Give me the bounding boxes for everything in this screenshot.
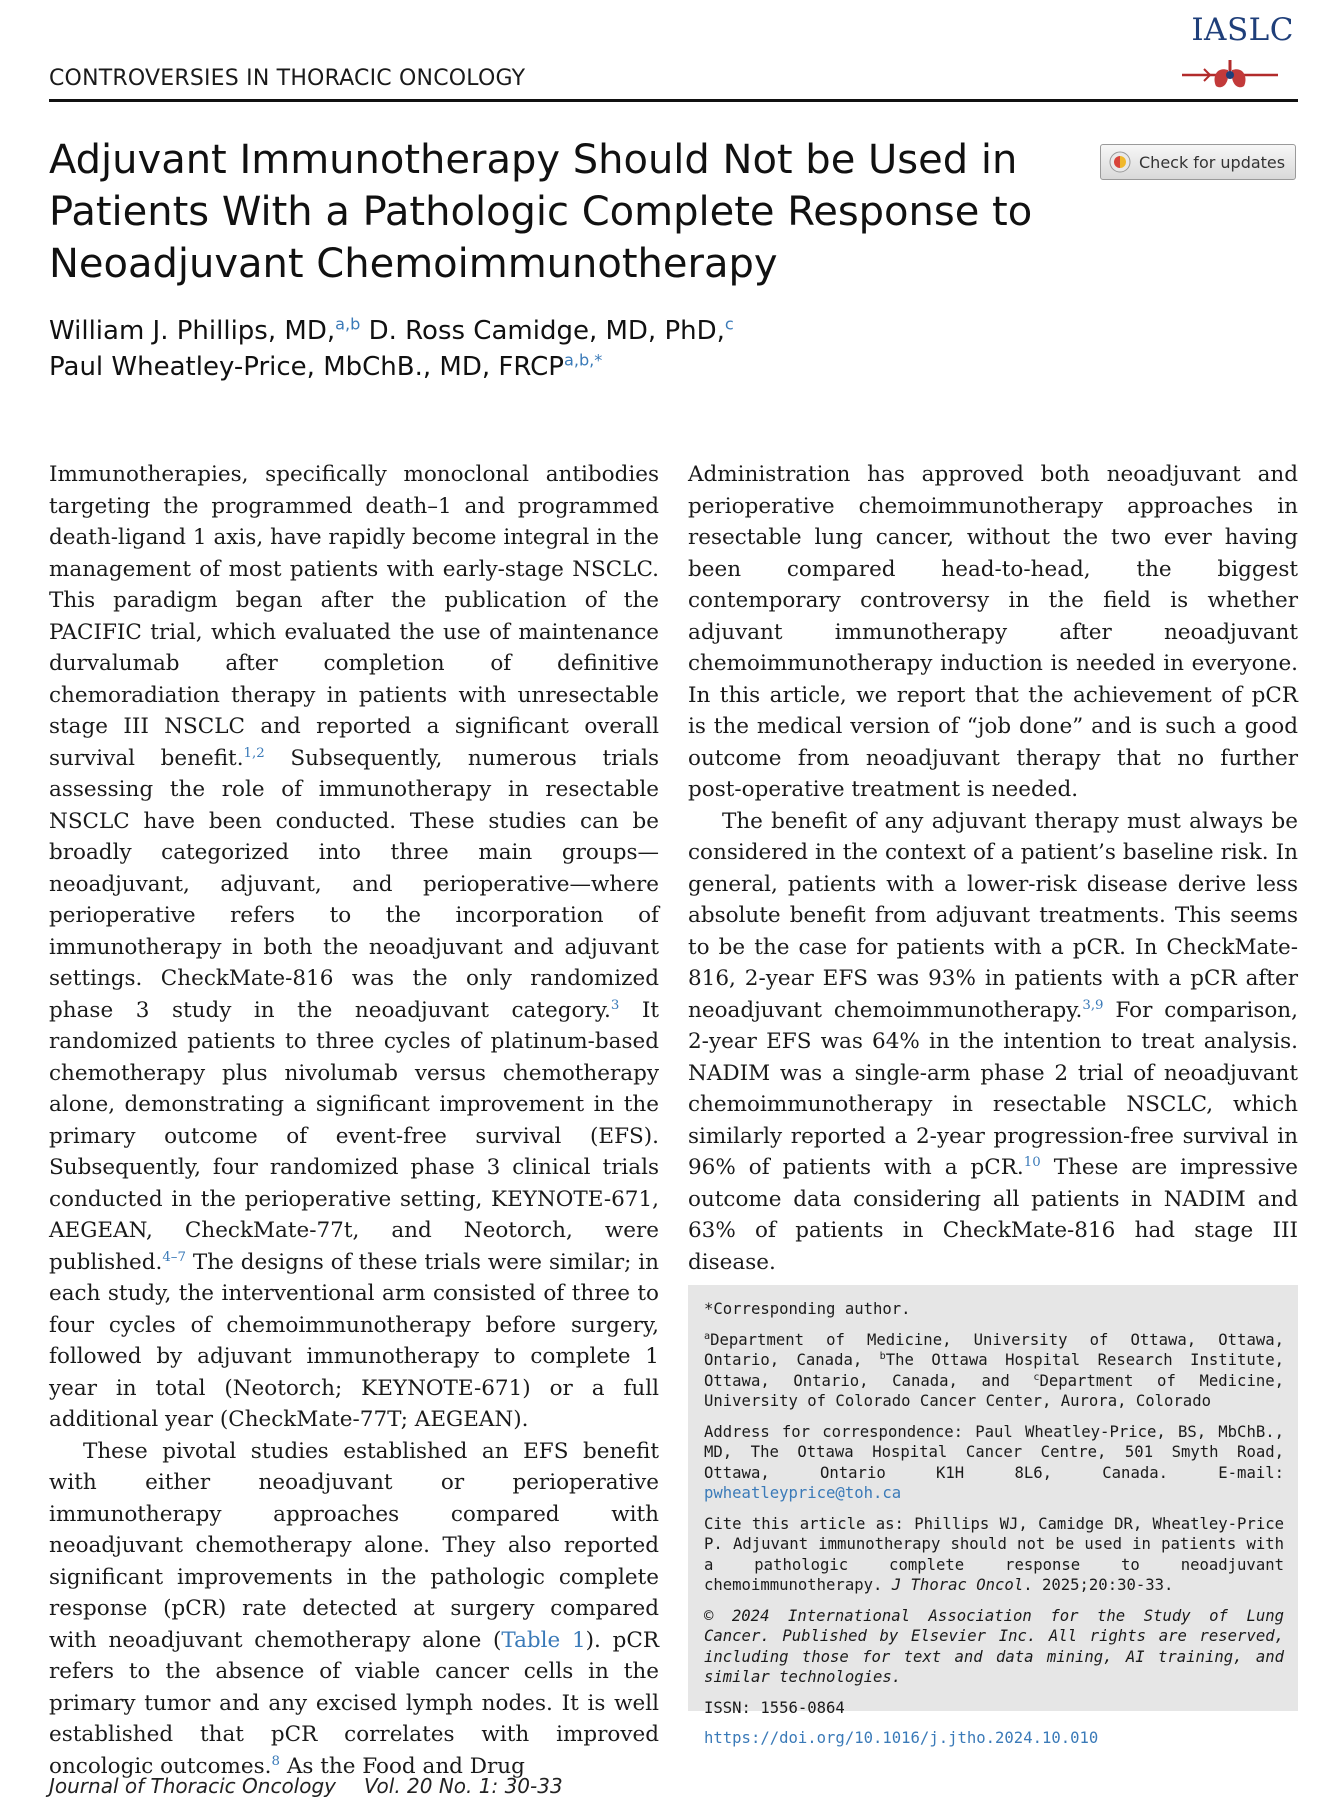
citation-journal: J Thorac Oncol <box>891 1576 1024 1594</box>
author-affiliation: a,b <box>335 314 361 334</box>
citation-link[interactable]: 8 <box>271 1753 280 1769</box>
body-column-left <box>49 459 659 1782</box>
affiliation-text: Department of Medicine, University of Colorado Cancer Center, Aurora, Colorado <box>704 1371 1284 1410</box>
author-name: Paul Wheatley-Price, MbChB., MD, FRCP <box>49 352 564 382</box>
check-updates-icon <box>1109 151 1131 173</box>
citation-link[interactable]: 1,2 <box>243 745 265 761</box>
affiliation-text: Department of Medicine, University of Ottawa, Ottawa, Ontario, Canada, <box>704 1330 1284 1369</box>
journal-footer <box>49 1774 563 1798</box>
author-list <box>49 313 949 385</box>
body-text: Immunotherapies, specifically monoclonal antibodies targeting the programmed death–1 and programmed death-ligand 1 axis, have rapidly become integral in the management of most patients with early-stage NSCLC. This paradigm began after the publication of the PACIFIC trial, which evaluated the use of maintenance durvalumab after completion of definitive chemoradiation therapy in patients with unresectable stage III NSCLC and reported a significant overall survival benefit. <box>49 462 659 771</box>
affiliation-marker: a <box>704 1330 711 1342</box>
body-paragraph <box>688 806 1298 1279</box>
author-name: D. Ross Camidge, MD, PhD, <box>368 316 725 346</box>
affiliation-marker: b <box>879 1350 886 1362</box>
body-paragraph <box>49 459 659 1436</box>
citation-link[interactable]: 10 <box>1023 1154 1041 1170</box>
issn: ISSN: 1556-0864 <box>704 1698 845 1717</box>
author-affiliation: a,b,* <box>563 350 603 370</box>
article-title: Adjuvant Immunotherapy Should Not be Used in Patients With a Pathologic Complete Response to Neoadjuvant Chemoimmunotherapy <box>49 137 1033 287</box>
correspondence-address <box>704 1422 1284 1504</box>
citation-link[interactable]: 3,9 <box>1082 997 1104 1013</box>
iaslc-logo <box>1184 10 1294 90</box>
citation-note <box>704 1514 1284 1596</box>
address-text: Address for correspondence: Paul Wheatley-Price, BS, MbChB., MD, The Ottawa Hospital Cancer Centre, 501 Smyth Road, Ottawa, Ontario K1H 8L6, Canada. E-mail: <box>704 1422 1284 1482</box>
section-label: CONTROVERSIES IN THORACIC ONCOLOGY <box>49 66 526 91</box>
body-text: Subsequently, numerous trials assessing the role of immunotherapy in resectable NSCLC have been conducted. These studies can be broadly categorized into three main groups—neoadjuvant, adjuvant, and perioperative—where perioperative refers to the incorporation of immunotherapy in both the neoadjuvant and adjuvant settings. CheckMate-816 was the only randomized phase 3 study in the neoadjuvant category. <box>49 745 659 1023</box>
citation-link[interactable]: 4–7 <box>162 1249 186 1265</box>
header-divider <box>49 99 1298 102</box>
affiliations <box>704 1330 1284 1412</box>
body-text: The designs of these trials were similar; in each study, the interventional arm consisted of three to four cycles of chemoimmunotherapy before surgery, followed by adjuvant immunotherapy to complete 1 year in total (Neotorch; KEYNOTE-671) or a full additional year (CheckMate-77T; AEGEAN). <box>49 1249 659 1432</box>
email-link[interactable]: pwheatleyprice@toh.ca <box>704 1484 902 1502</box>
journal-name: Journal of Thoracic Oncology <box>49 1774 337 1798</box>
citation-text: Cite this article as: Phillips WJ, Camidge DR, Wheatley-Price P. Adjuvant immunotherapy should not be used in patients with a pathologic complete response to neoadjuvant chemoimmunotherapy. <box>704 1514 1284 1594</box>
copyright-notice: © 2024 International Association for the Study of Lung Cancer. Published by Elsevier Inc. All rights are reserved, including those for text and data mining, AI training, and similar technologies. <box>704 1606 1284 1686</box>
lung-emblem-icon <box>1180 56 1280 90</box>
author-affiliation: c <box>724 314 734 334</box>
body-text: ). pCR refers to the absence of viable cancer cells in the primary tumor and any excised lymph nodes. It is well established that pCR correlates with improved oncologic outcomes. <box>49 1627 660 1779</box>
table-link[interactable]: Table 1 <box>501 1627 586 1653</box>
body-text: It randomized patients to three cycles of platinum-based chemotherapy plus nivolumab versus chemotherapy alone, demonstrating a significant improvement in the primary outcome of event-free survival (EFS). Subsequently, four randomized phase 3 clinical trials conducted in the perioperative setting, KEYNOTE-671, AEGEAN, CheckMate-77t, and Neotorch, were published. <box>49 997 659 1275</box>
body-paragraph <box>49 1436 659 1783</box>
affiliation-text: The Ottawa Hospital Research Institute, Ottawa, Ontario, Canada, and <box>704 1351 1284 1390</box>
citation-link[interactable]: 3 <box>610 997 620 1013</box>
affiliation-marker: c <box>1033 1371 1040 1383</box>
corresponding-author-note: *Corresponding author. <box>704 1300 911 1318</box>
body-text: These pivotal studies established an EFS benefit with either neoadjuvant or perioperative immunotherapy approaches compared with neoadjuvant chemotherapy alone. They also reported significant improvements in the pathologic complete response (pCR) rate detected at surgery compared with neoadjuvant chemotherapy alone ( <box>49 1438 659 1653</box>
body-text: For comparison, 2-year EFS was 64% in the intention to treat analysis. NADIM was a single-arm phase 2 trial of neoadjuvant chemoimmunotherapy in resectable NSCLC, which similarly reported a 2-year progression-free survival in 96% of patients with a pCR. <box>688 997 1298 1180</box>
author-name: William J. Phillips, MD, <box>49 316 336 346</box>
iaslc-logo-text: IASLC <box>1191 12 1294 48</box>
body-paragraph: Administration has approved both neoadjuvant and perioperative chemoimmunotherapy approaches in resectable lung cancer, without the two ever having been compared head-to-head, the biggest contemporary controversy in the field is whether adjuvant immunotherapy after neoadjuvant chemoimmunotherapy induction is needed in everyone. In this article, we report that the achievement of pCR is the medical version of “job done” and is such a good outcome from neoadjuvant therapy that no further post-operative treatment is needed. <box>688 462 1298 802</box>
citation-text: . 2025;20:30-33. <box>1023 1576 1174 1594</box>
check-for-updates-button[interactable] <box>1100 144 1296 180</box>
doi-link[interactable]: https://doi.org/10.1016/j.jtho.2024.10.010 <box>704 1729 1099 1747</box>
body-text: These are impressive outcome data considering all patients in NADIM and 63% of patients in CheckMate-816 had stage III disease. <box>688 1155 1298 1275</box>
page-header <box>49 0 1298 104</box>
journal-volume: Vol. 20 No. 1: 30-33 <box>364 1774 563 1798</box>
article-info-box <box>688 1285 1298 1747</box>
body-text: The benefit of any adjuvant therapy must always be considered in the context of a patient’s baseline risk. In general, patients with a lower-risk disease derive less absolute benefit from adjuvant treatments. This seems to be the case for patients with a pCR. In CheckMate-816, 2-year EFS was 93% in patients with a pCR after neoadjuvant chemoimmunotherapy. <box>688 808 1298 1023</box>
body-column-right <box>688 459 1298 1278</box>
check-updates-label: Check for updates <box>1139 152 1286 172</box>
body-text: As the Food and Drug <box>280 1753 525 1779</box>
